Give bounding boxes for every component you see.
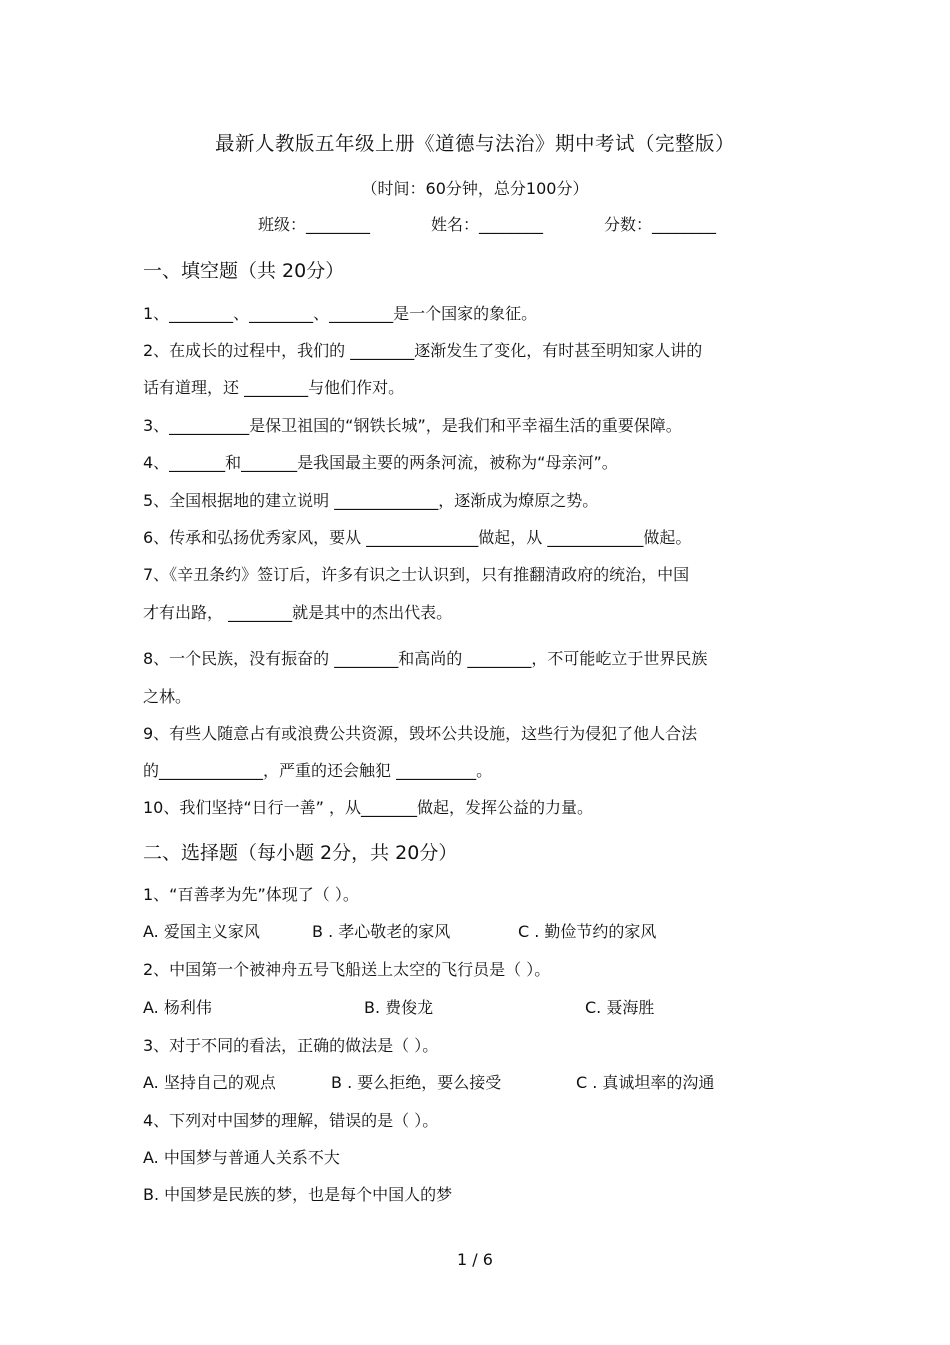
fill-question-10: 10、我们坚持“日行一善” ，从_______做起，发挥公益的力量。 [143,798,594,817]
section-heading-choice: 二、选择题（每小题 2分，共 20分） [143,842,458,864]
choice-question-2: 2、中国第一个被神舟五号飞船送上太空的飞行员是（ ）。 [143,960,551,979]
fill-question-2: 2、在成长的过程中，我们的 ________逐渐发生了变化，有时甚至明知家人讲的 [143,341,703,360]
fill-question-2-cont: 话有道理，还 ________与他们作对。 [143,378,405,397]
choice-4-option-a: A. 中国梦与普通人关系不大 [143,1148,340,1167]
exam-time-info: （时间：60分钟，总分100分） [361,179,589,198]
fill-question-6: 6、传承和弘扬优秀家风，要从 ______________做起，从 ____________做起。 [143,528,692,547]
fill-question-7-cont: 才有出路， ________就是其中的杰出代表。 [143,603,453,622]
fill-question-5: 5、全国根据地的建立说明 _____________，逐渐成为燎原之势。 [143,491,599,510]
choice-4-option-b: B. 中国梦是民族的梦，也是每个中国人的梦 [143,1185,453,1204]
choice-3-option-c: C . 真诚坦率的沟通 [576,1073,715,1092]
name-field: 姓名：________ [431,215,544,234]
document-title: 最新人教版五年级上册《道德与法治》期中考试（完整版） [214,132,735,155]
choice-2-option-c: C. 聂海胜 [585,998,655,1017]
section-heading-fill-blank: 一、填空题（共 20分） [143,260,345,282]
choice-3-option-b: B . 要么拒绝，要么接受 [331,1073,502,1092]
choice-question-3: 3、对于不同的看法，正确的做法是（ ）。 [143,1036,439,1055]
choice-1-option-a: A. 爱国主义家风 [143,922,260,941]
choice-2-option-a: A. 杨利伟 [143,998,212,1017]
fill-question-8: 8、一个民族，没有振奋的 ________和高尚的 ________，不可能屹立于世界民族 [143,649,708,668]
fill-question-8-cont: 之林。 [143,687,192,706]
fill-question-7: 7、《辛丑条约》签订后，许多有识之士认识到，只有推翻清政府的统治，中国 [143,565,690,584]
choice-1-option-c: C . 勤俭节约的家风 [518,922,657,941]
choice-2-option-b: B. 费俊龙 [364,998,434,1017]
fill-question-1: 1、________、________、________是一个国家的象征。 [143,304,538,323]
choice-1-option-b: B . 孝心敬老的家风 [312,922,451,941]
choice-question-4: 4、下列对中国梦的理解，错误的是（ ）。 [143,1111,439,1130]
fill-question-4: 4、_______和_______是我国最主要的两条河流，被称为“母亲河”。 [143,453,618,472]
page-number: 1 / 6 [457,1250,493,1269]
fill-question-3: 3、__________是保卫祖国的“钢铁长城”，是我们和平幸福生活的重要保障。 [143,416,682,435]
fill-question-9-cont: 的_____________，严重的还会触犯 __________。 [143,761,493,780]
choice-question-1: 1、“百善孝为先”体现了（ ）。 [143,885,359,904]
choice-3-option-a: A. 坚持自己的观点 [143,1073,276,1092]
score-field: 分数：________ [604,215,717,234]
fill-question-9: 9、有些人随意占有或浪费公共资源，毁坏公共设施，这些行为侵犯了他人合法 [143,724,698,743]
class-field: 班级：________ [258,215,371,234]
